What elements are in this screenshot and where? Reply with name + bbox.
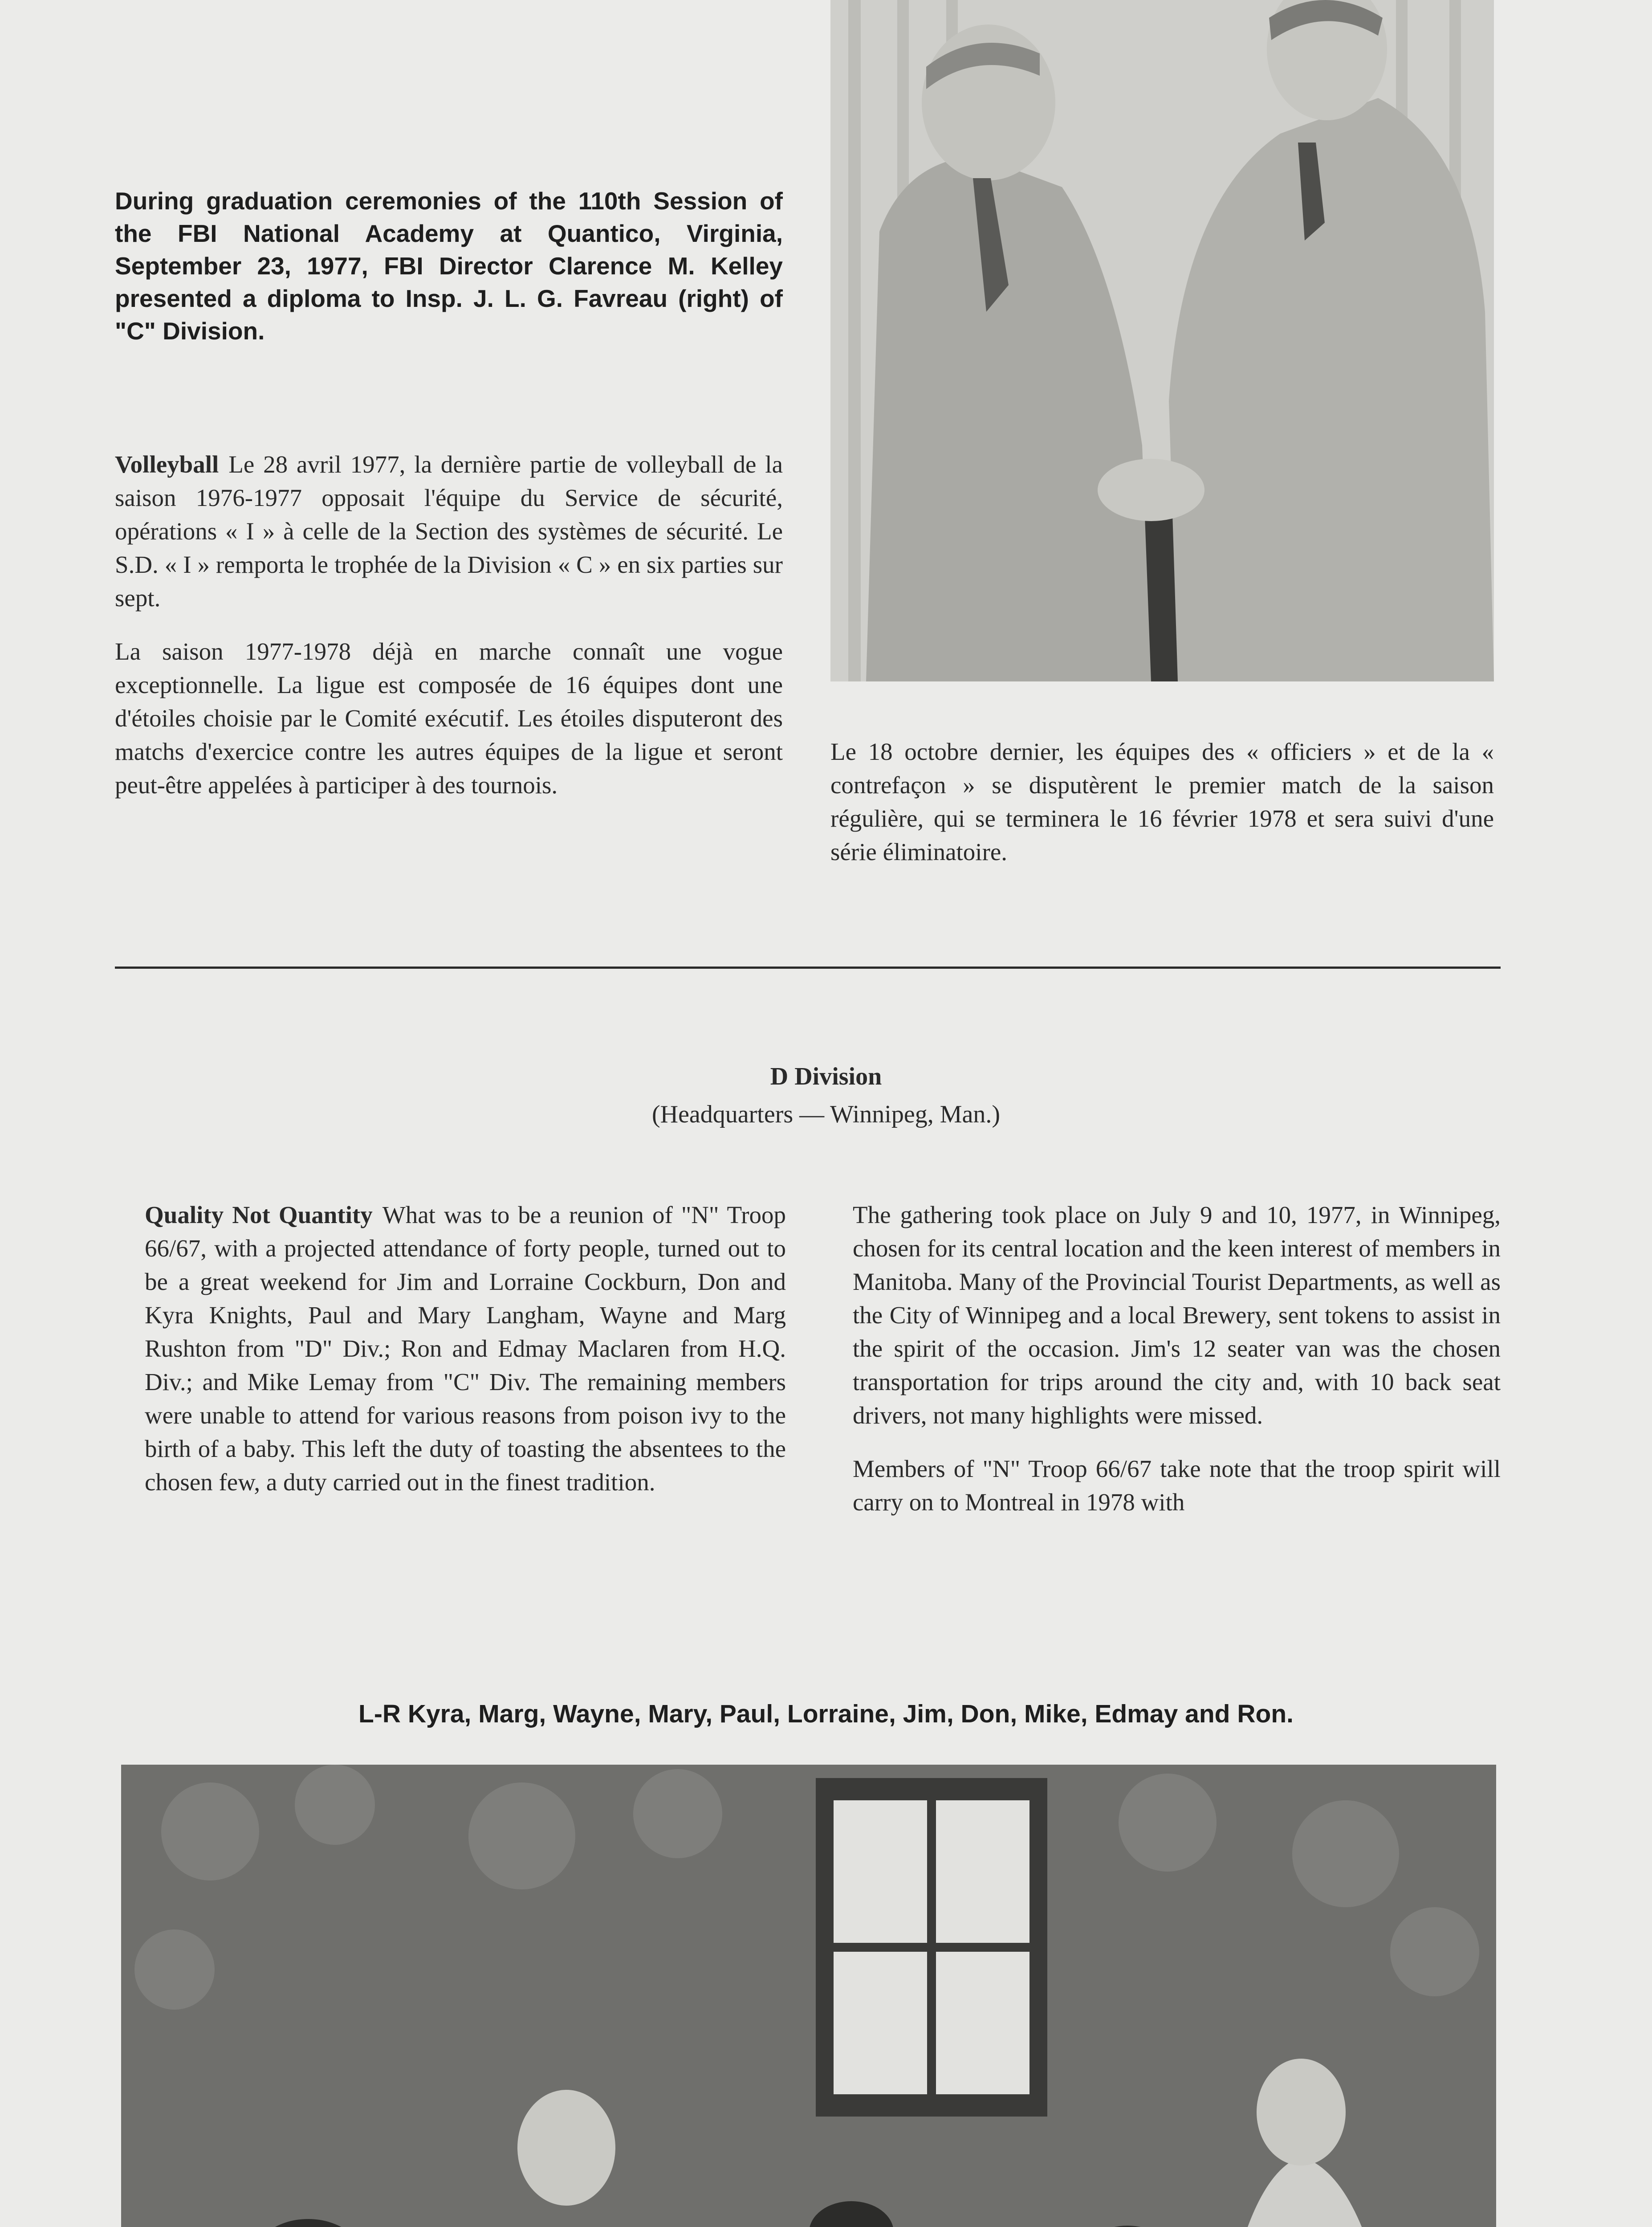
group-photo	[121, 1765, 1496, 2227]
section-divider	[115, 967, 1501, 969]
volleyball-paragraph-1	[115, 448, 783, 615]
handshake-photo	[830, 0, 1494, 681]
volleyball-right-column	[830, 735, 1494, 889]
volleyball-paragraph-3: Le 18 octobre dernier, les équipes des « officiers » et de la « contrefaçon » se disputèrent le premier match de la saison régulière, qui se terminera le 16 février 1978 et sera suivi d'une série éliminatoire.	[830, 738, 1494, 865]
reunion-paragraph-1	[145, 1198, 786, 1499]
volleyball-lead: Volleyball	[115, 451, 219, 478]
volleyball-paragraph-2: La saison 1977-1978 déjà en marche connaît une vogue exceptionnelle. La ligue est composée de 16 équipes dont une d'étoiles choisie par le Comité exécutif. Les étoiles disputeront des matchs d'exercice contre les autres équipes de la ligue et seront peut-être appelées à participer à des tournois.	[115, 638, 783, 799]
volleyball-text-1: Le 28 avril 1977, la dernière partie de volleyball de la saison 1976-1977 opposait l'équipe du Service de sécurité, opérations « I » à celle de la Section des systèmes de sécurité. Le S.D. « I » remporta le trophée de la Division « C » en six parties sur sept.	[115, 451, 783, 612]
section-title: D Division	[770, 1063, 882, 1090]
group-photo-caption: L-R Kyra, Marg, Wayne, Mary, Paul, Lorraine, Jim, Don, Mike, Edmay and Ron.	[358, 1700, 1294, 1728]
reunion-paragraph-2: The gathering took place on July 9 and 10, 1977, in Winnipeg, chosen for its central location and the keen interest of members in Manitoba. Many of the Provincial Tourist Departments, as well as the City of Winnipeg and a local Brewery, sent tokens to assist in the spirit of the occasion. Jim's 12 seater van was the chosen transportation for trips around the city and, with 10 back seat drivers, not many highlights were missed.	[853, 1201, 1501, 1429]
reunion-lead: Quality Not Quantity	[145, 1201, 373, 1228]
reunion-article-left	[145, 1198, 786, 1519]
handshake-photo-caption: During graduation ceremonies of the 110th Session of the FBI National Academy at Quantico, Virginia, September 23, 1977, FBI Director Clarence M. Kelley presented a diploma to Insp. J. L. G. Favreau (right) of "C" Division.	[115, 187, 783, 345]
section-subtitle: (Headquarters — Winnipeg, Man.)	[651, 1101, 1001, 1128]
reunion-article-right	[853, 1198, 1501, 1539]
reunion-paragraph-3: Members of "N" Troop 66/67 take note that the troop spirit will carry on to Montreal in 1978 with	[853, 1455, 1501, 1516]
reunion-text-1: What was to be a reunion of "N" Troop 66/67, with a projected attendance of forty people, turned out to be a great weekend for Jim and Lorraine Cockburn, Don and Kyra Knights, Paul and Mary Langham, Wayne and Marg Rushton from "D" Div.; Ron and Edmay Maclaren from H.Q. Div.; and Mike Lemay from "C" Div. The remaining members were unable to attend for various reasons from poison ivy to the birth of a baby. This left the duty of toasting the absentees to the chosen few, a duty carried out in the finest tradition.	[145, 1201, 786, 1496]
volleyball-article	[115, 448, 783, 822]
